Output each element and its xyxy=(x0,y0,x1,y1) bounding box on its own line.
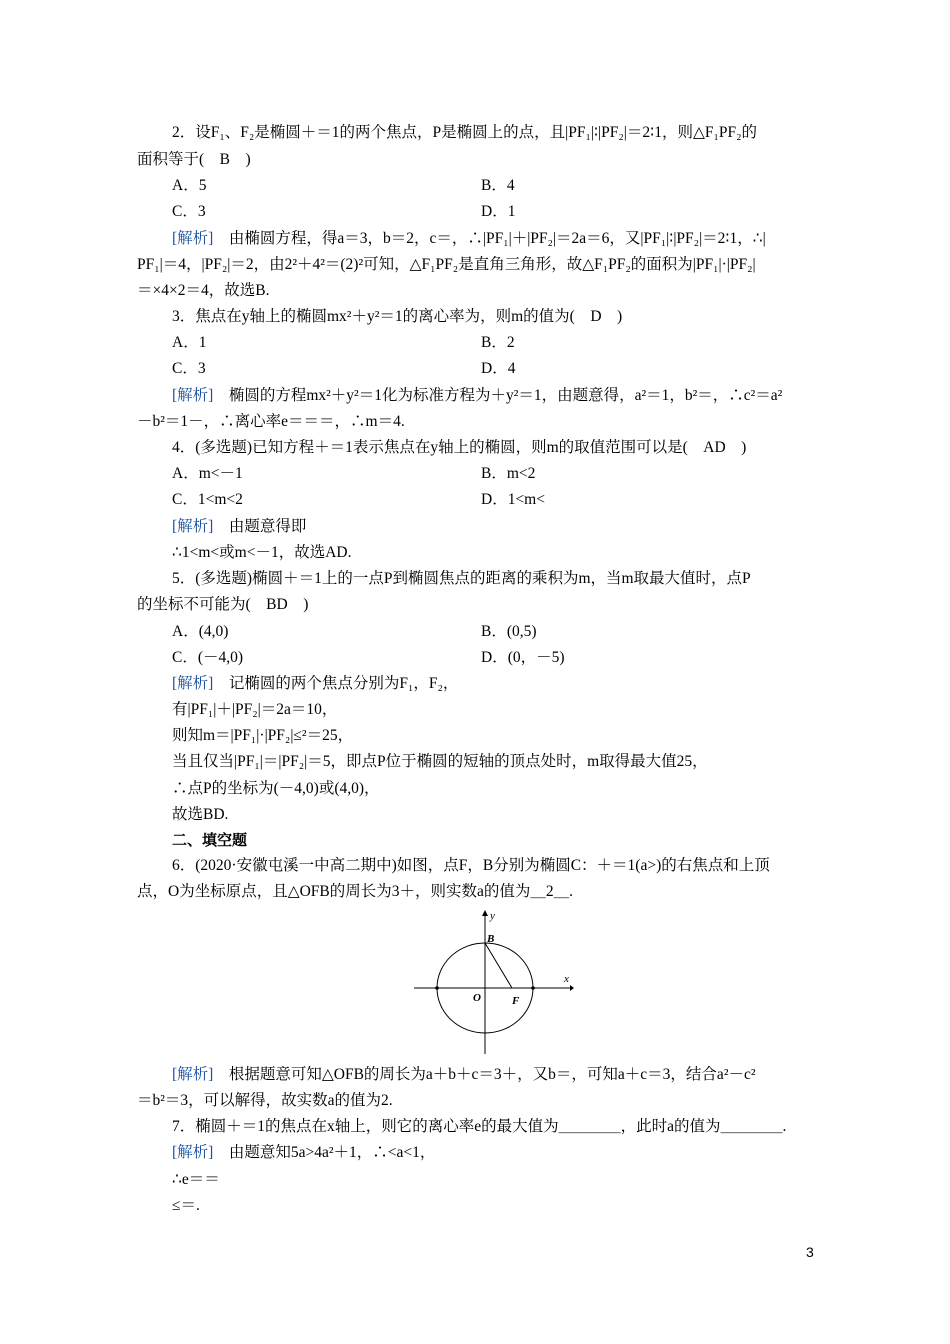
q7-stem: 7．椭圆＋＝1的焦点在x轴上，则它的离心率e的最大值为＿＿＿＿，此时a的值为＿＿＿＿. xyxy=(172,1118,787,1135)
x-axis-arrow xyxy=(570,985,574,991)
q2-jiexi-text1: 由椭圆方程，得a＝3，b＝2，c＝，∴|PF₁|＋|PF₂|＝2a＝6，又|PF₁|∶|PF₂|＝2∶1，∴| xyxy=(228,230,766,247)
q7-jiexi-line3: ≤＝. xyxy=(172,1197,200,1214)
q5-jiexi-line2: 有|PF₁|＋|PF₂|＝2a＝10， xyxy=(172,701,338,718)
q5-option-b: B．(0,5) xyxy=(481,623,537,640)
q2-stem-line1: 2．设F₁、F₂是椭圆＋＝1的两个焦点，P是椭圆上的点，且|PF₁|∶|PF₂|＝2∶1，则△F₁PF₂的 xyxy=(172,124,758,141)
q4-option-a: A．m<－1 xyxy=(172,465,243,482)
q2-option-d: D．1 xyxy=(481,203,516,220)
q2-stem-line2: 面积等于( B ) xyxy=(137,151,251,168)
label-F: F xyxy=(512,995,520,1007)
q2-jiexi-line3: ＝×4×2＝4，故选B. xyxy=(137,282,270,299)
q5-jiexi-line4: 当且仅当|PF₁|＝|PF₂|＝5，即点P位于椭圆的短轴的顶点处时，m取得最大值25， xyxy=(172,753,708,770)
q6-jiexi-text1: 根据题意可知△OFB的周长为a＋b＋c＝3＋，又b＝，可知a＋c＝3，结合a²－c² xyxy=(228,1066,756,1083)
section-heading: 二、填空题 xyxy=(172,831,248,849)
segment-BF xyxy=(485,943,512,988)
q5-stem-line2: 的坐标不可能为( BD ) xyxy=(137,596,309,613)
label-O: O xyxy=(473,992,481,1004)
jiexi-tag: [解析] xyxy=(172,387,214,404)
q3-stem: 3．焦点在y轴上的椭圆mx²＋y²＝1的离心率为，则m的值为( D ) xyxy=(172,308,623,325)
q4-jiexi-line2: ∴1<m<或m<－1，故选AD. xyxy=(172,544,352,561)
ellipse-figure xyxy=(414,908,574,1056)
q3-jiexi-text1: 椭圆的方程mx²＋y²＝1化为标准方程为＋y²＝1，由题意得，a²＝1，b²＝，∴c²＝a² xyxy=(228,387,783,404)
q7-jiexi-text1: 由题意知5a>4a²＋1，∴<a<1， xyxy=(228,1144,436,1161)
q3-option-b: B．2 xyxy=(481,334,515,351)
jiexi-tag: [解析] xyxy=(172,675,214,692)
q4-option-d: D．1<m< xyxy=(481,491,545,508)
jiexi-tag: [解析] xyxy=(172,518,214,535)
q6-stem-line2: 点，O为坐标原点，且△OFB的周长为3＋，则实数a的值为＿2＿. xyxy=(137,883,574,900)
q2-option-b: B．4 xyxy=(481,177,515,194)
page-number: 3 xyxy=(806,1244,814,1260)
q4-jiexi-text1: 由题意得即 xyxy=(228,518,307,535)
q3-jiexi-line1 xyxy=(172,386,782,406)
q7-jiexi-line1 xyxy=(172,1143,435,1163)
q6-stem-line1: 6．(2020·安徽屯溪一中高二期中)如图，点F，B分别为椭圆C：＋＝1(a>)的右焦点和上顶 xyxy=(172,857,770,874)
q5-option-d: D．(0，－5) xyxy=(481,649,565,666)
q6-jiexi-line1 xyxy=(172,1065,756,1085)
q5-option-a: A．(4,0) xyxy=(172,623,229,640)
q3-jiexi-line2: －b²＝1－，∴离心率e＝＝＝，∴m＝4. xyxy=(137,413,405,430)
q5-option-c: C．(－4,0) xyxy=(172,649,244,666)
q5-jiexi-line6: 故选BD. xyxy=(172,806,229,823)
q4-jiexi-line1 xyxy=(172,517,306,537)
q6-jiexi-line2: ＝b²＝3，可以解得，故实数a的值为2. xyxy=(137,1092,393,1109)
right-vertex-point xyxy=(531,986,535,990)
q5-jiexi-line1 xyxy=(172,674,458,694)
q2-option-c: C．3 xyxy=(172,203,206,220)
q3-option-d: D．4 xyxy=(481,360,516,377)
q2-jiexi-line1 xyxy=(172,229,766,249)
q4-stem: 4．(多选题)已知方程＋＝1表示焦点在y轴上的椭圆，则m的取值范围可以是( AD ) xyxy=(172,439,747,456)
label-B: B xyxy=(487,933,495,945)
jiexi-tag: [解析] xyxy=(172,230,214,247)
q4-option-b: B．m<2 xyxy=(481,465,536,482)
q5-jiexi-text1: 记椭圆的两个焦点分别为F₁，F₂， xyxy=(228,675,459,692)
q5-jiexi-line3: 则知m＝|PF₁|·|PF₂|≤²＝25， xyxy=(172,727,354,744)
left-vertex-point xyxy=(435,986,439,990)
q4-option-c: C．1<m<2 xyxy=(172,491,243,508)
q5-jiexi-line5: ∴点P的坐标为(－4,0)或(4,0)， xyxy=(172,780,380,797)
q3-option-c: C．3 xyxy=(172,360,206,377)
q2-jiexi-line2: PF₁|＝4，|PF₂|＝2，由2²＋4²＝(2)²可知，△F₁PF₂是直角三角形，故△F₁PF₂的面积为|PF₁|·|PF₂| xyxy=(137,256,756,273)
jiexi-tag: [解析] xyxy=(172,1144,214,1161)
q7-jiexi-line2: ∴e＝＝ xyxy=(172,1171,220,1188)
q5-stem-line1: 5．(多选题)椭圆＋＝1上的一点P到椭圆焦点的距离的乘积为m，当m取最大值时，点P xyxy=(172,570,751,587)
q2-option-a: A．5 xyxy=(172,177,207,194)
label-x: x xyxy=(564,973,569,985)
label-y: y xyxy=(490,910,495,922)
y-axis-arrow xyxy=(482,910,488,916)
q3-option-a: A．1 xyxy=(172,334,207,351)
jiexi-tag: [解析] xyxy=(172,1066,214,1083)
